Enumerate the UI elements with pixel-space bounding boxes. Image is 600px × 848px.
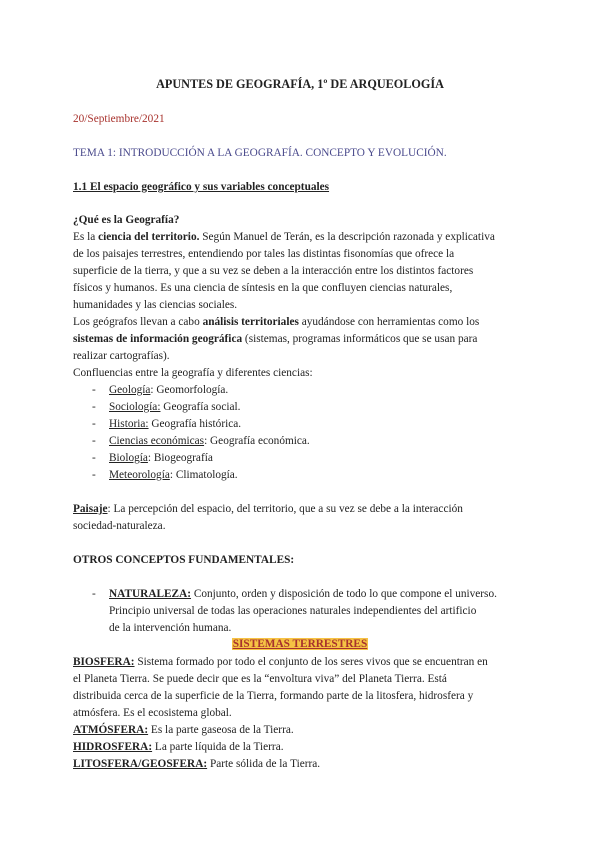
list-dash: - bbox=[92, 418, 96, 430]
list-item-name: Ciencias económicas bbox=[109, 435, 205, 447]
p2-bold-term-2: sistemas de información geográfica bbox=[73, 333, 243, 345]
p2-text-a: Los geógrafos llevan a cabo bbox=[73, 316, 203, 328]
p1-line-5: humanidades y las ciencias sociales. bbox=[73, 299, 238, 311]
list-item-name: Sociología: bbox=[109, 401, 161, 413]
naturaleza-term: NATURALEZA: bbox=[109, 588, 192, 600]
p2-line-1 bbox=[73, 314, 479, 331]
naturaleza-def: Conjunto, orden y disposición de todo lo que compone el universo. bbox=[191, 588, 497, 600]
naturaleza-line-2: Principio universal de todas las operaciones naturales independientes del artificio bbox=[109, 605, 477, 617]
hidrosfera-line bbox=[73, 739, 284, 756]
p2-line-2 bbox=[73, 331, 477, 348]
p1-line-4: físicos y humanos. Es una ciencia de síntesis en la que confluyen ciencias naturales, bbox=[73, 282, 453, 294]
litosfera-def: Parte sólida de la Tierra. bbox=[207, 758, 321, 770]
biosfera-line-2: el Planeta Tierra. Se puede decir que es la “envoltura viva” del Planeta Tierra. Está bbox=[73, 673, 447, 685]
list-dash: - bbox=[92, 469, 96, 481]
question-heading: ¿Qué es la Geografía? bbox=[73, 214, 180, 226]
list-item-rest: Geografía social. bbox=[160, 401, 241, 413]
biosfera-line-3: distribuida cerca de la superficie de la Tierra, formando parte de la litosfera, hidrosfera y bbox=[73, 690, 474, 702]
list-dash: - bbox=[92, 384, 96, 396]
p1-line-3: superficie de la tierra, y que a su vez se deben a la interacción entre los distintos factores bbox=[73, 265, 474, 277]
list-item-name: Meteorología bbox=[109, 469, 170, 481]
p2-text-c: ayudándose con herramientas como los bbox=[298, 316, 480, 328]
p2-line-3: realizar cartografías). bbox=[73, 350, 170, 362]
litosfera-term: LITOSFERA/GEOSFERA: bbox=[73, 758, 208, 770]
paisaje-line-2: sociedad-naturaleza. bbox=[73, 520, 166, 532]
list-item-name: Historia: bbox=[109, 418, 149, 430]
biosfera-def: Sistema formado por todo el conjunto de los seres vivos que se encuentran en bbox=[134, 656, 488, 668]
naturaleza-line-3: de la intervención humana. bbox=[109, 622, 232, 634]
atmosfera-line bbox=[73, 722, 294, 739]
list-item-rest: : Geografía económica. bbox=[204, 435, 310, 447]
list-item-rest: Geografía histórica. bbox=[148, 418, 242, 430]
atmosfera-def: Es la parte gaseosa de la Tierra. bbox=[148, 724, 294, 736]
list-dash: - bbox=[92, 435, 96, 447]
biosfera-line-1 bbox=[73, 654, 488, 671]
section-heading: 1.1 El espacio geográfico y sus variables conceptuales bbox=[73, 181, 330, 193]
list-item bbox=[109, 433, 310, 450]
list-dash: - bbox=[92, 401, 96, 413]
naturaleza-dash: - bbox=[92, 588, 96, 600]
list-item bbox=[109, 416, 241, 433]
list-item-rest: : Biogeografía bbox=[147, 452, 213, 464]
list-dash: - bbox=[92, 452, 96, 464]
sistemas-heading: SISTEMAS TERRESTRES bbox=[232, 638, 368, 650]
hidrosfera-term: HIDROSFERA: bbox=[73, 741, 153, 753]
paisaje-line-1 bbox=[73, 501, 463, 518]
list-item-rest: : Climatología. bbox=[169, 469, 238, 481]
p2-bold-term: análisis territoriales bbox=[202, 316, 299, 328]
hidrosfera-def: La parte líquida de la Tierra. bbox=[152, 741, 284, 753]
date-line: 20/Septiembre/2021 bbox=[73, 113, 165, 125]
paisaje-def: : La percepción del espacio, del territorio, que a su vez se debe a la interacción bbox=[107, 503, 463, 515]
p1-line-1 bbox=[73, 229, 495, 246]
list-item bbox=[109, 382, 228, 399]
p2-text-b: (sistemas, programas informáticos que se usan para bbox=[242, 333, 478, 345]
list-item bbox=[109, 399, 240, 416]
naturaleza-line-1 bbox=[109, 586, 497, 603]
atmosfera-term: ATMÓSFERA: bbox=[73, 724, 149, 736]
list-item bbox=[109, 467, 238, 484]
sistemas-heading-row bbox=[0, 636, 600, 653]
biosfera-line-4: atmósfera. Es el ecosistema global. bbox=[73, 707, 232, 719]
paisaje-term: Paisaje bbox=[73, 503, 108, 515]
p1-bold-term: ciencia del territorio. bbox=[98, 231, 200, 243]
tema-heading: TEMA 1: INTRODUCCIÓN A LA GEOGRAFÍA. CONCEPTO Y EVOLUCIÓN. bbox=[73, 147, 447, 159]
p1-text-a: Es la bbox=[73, 231, 99, 243]
list-item bbox=[109, 450, 213, 467]
biosfera-term: BIOSFERA: bbox=[73, 656, 135, 668]
list-item-name: Geología bbox=[109, 384, 151, 396]
litosfera-line bbox=[73, 756, 320, 773]
p1-line-2: de los paisajes terrestres, entendiendo por tales las distintas fisonomías que ofrece la bbox=[73, 248, 455, 260]
list-item-name: Biología bbox=[109, 452, 148, 464]
p1-text-c: Según Manuel de Terán, es la descripción razonada y explicativa bbox=[199, 231, 495, 243]
list-item-rest: : Geomorfología. bbox=[150, 384, 229, 396]
document-title: APUNTES DE GEOGRAFÍA, 1º DE ARQUEOLOGÍA bbox=[156, 77, 444, 91]
otros-heading: OTROS CONCEPTOS FUNDAMENTALES: bbox=[73, 554, 295, 566]
confluencias-line: Confluencias entre la geografía y diferentes ciencias: bbox=[73, 367, 313, 379]
